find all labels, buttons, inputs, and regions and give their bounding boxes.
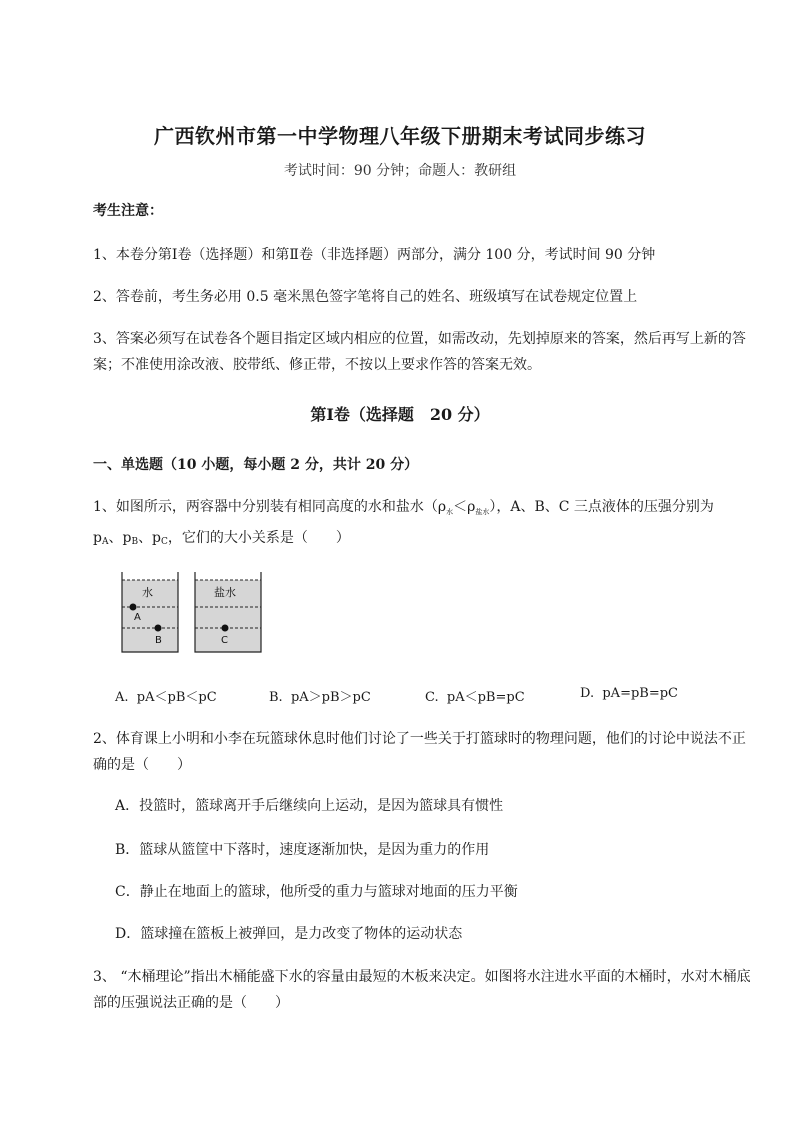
section-title: 第Ⅰ卷（选择题 20 分）	[310, 405, 490, 424]
page-subtitle: 考试时间：90 分钟；命题人：教研组	[283, 163, 517, 179]
part-heading: 一、单选题（10 小题，每小题 2 分，共计 20 分）	[93, 457, 419, 473]
notice-item-3: 3、答案必须写在试卷各个题目指定区域内相应的位置，如需改动，先划掉原来的答案，然后再写上新的答案；不准使用涂改液、胶带纸、修正带，不按以上要求作答的答案无效。	[93, 331, 746, 373]
notice-item-1: 1、本卷分第Ⅰ卷（选择题）和第Ⅱ卷（非选择题）两部分，满分 100 分，考试时间 90 分钟	[93, 247, 656, 263]
right-liquid-label: 盐水	[214, 586, 236, 599]
question-2-option-d[interactable]: D．篮球撞在篮板上被弹回，是力改变了物体的运动状态	[115, 926, 463, 942]
choice-c[interactable]: C. pA＜pB=pC	[425, 690, 525, 705]
notice-heading: 考生注意：	[93, 203, 163, 219]
question-3-stem: 3、 “木桶理论”指出木桶能盛下水的容量由最短的木板来决定。如图将水注进水平面的木桶时，水对木桶底部的压强说法正确的是（ ）	[93, 969, 751, 1011]
page-title: 广西钦州市第一中学物理八年级下册期末考试同步练习	[154, 124, 646, 148]
question-1-figure	[118, 570, 266, 656]
point-a-dot	[130, 604, 137, 611]
question-2-option-a[interactable]: A．投篮时，篮球离开手后继续向上运动，是因为篮球具有惯性	[115, 798, 504, 814]
choice-a[interactable]: A. pA＜pB＜pC	[115, 690, 217, 705]
question-1-stem: 1、如图所示，两容器中分别装有相同高度的水和盐水$(\rho_水<\rho_{盐水})$，A、B、C 三点液体的压强分别为 $p_A$、$p_B$、$p_C$，它们的大小关系是（ ）	[93, 499, 714, 547]
left-liquid-label: 水	[142, 586, 153, 599]
choice-b[interactable]: B. pA＞pB＞pC	[269, 690, 371, 705]
point-c-dot	[222, 625, 229, 632]
question-2-stem: 2、体育课上小明和小李在玩篮球休息时他们讨论了一些关于打篮球时的物理问题，他们的讨论中说法不正确的是（ ）	[93, 731, 746, 773]
point-a-label: A	[134, 612, 141, 623]
question-2-option-b[interactable]: B．篮球从篮筐中下落时，速度逐渐加快，是因为重力的作用	[115, 842, 490, 858]
notice-item-2: 2、答卷前，考生务必用 0.5 毫米黑色签字笔将自己的姓名、班级填写在试卷规定位置上	[93, 289, 638, 305]
point-c-label: C	[221, 635, 228, 646]
point-b-dot	[155, 625, 162, 632]
question-2-option-c[interactable]: C．静止在地面上的篮球，他所受的重力与篮球对地面的压力平衡	[115, 884, 518, 900]
question-1-choices	[115, 686, 755, 708]
point-b-label: B	[155, 635, 162, 646]
choice-d[interactable]: D. pA=pB=pC	[580, 686, 678, 701]
